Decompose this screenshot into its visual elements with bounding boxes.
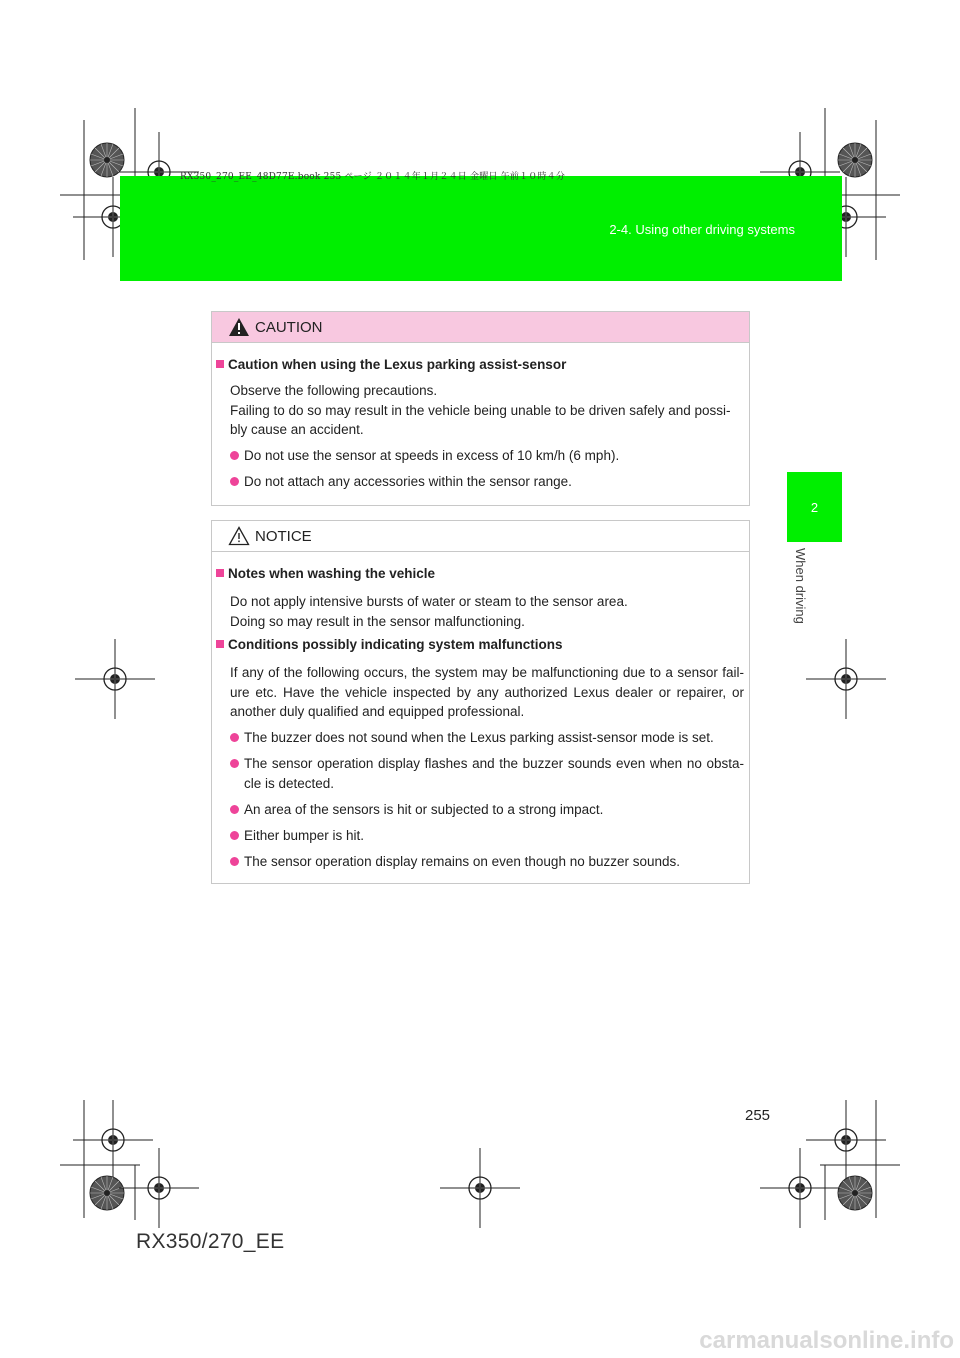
model-code: RX350/270_EE: [136, 1230, 285, 1253]
notice-washing-text: Do not apply intensive bursts of water or steam to the sensor area. Doing so may result in the sensor malfunctioning.: [230, 594, 628, 629]
notice-bullet: An area of the sensors is hit or subjected to a strong impact.: [228, 800, 744, 820]
notice-bullet: The sensor operation display remains on even though no buzzer sounds.: [228, 852, 744, 872]
notice-bullet: The sensor operation display flashes and the buzzer sounds even when no obsta-cle is detected.: [228, 754, 744, 793]
caution-bullet: Do not attach any accessories within the sensor range.: [228, 472, 744, 492]
notice-bullet: Either bumper is hit.: [228, 826, 744, 846]
section-title: 2-4. Using other driving systems: [609, 222, 795, 237]
caution-box: [211, 311, 750, 506]
watermark-text: carmanualsonline.info: [699, 1327, 954, 1354]
file-info-line: RX350_270_EE_48D77E.book 255 ページ ２０１４年１月２４日 金曜日 午前１０時４分: [180, 172, 566, 182]
notice-triangle-icon: [228, 526, 250, 546]
caution-bullet: Do not use the sensor at speeds in excess of 10 km/h (6 mph).: [228, 446, 744, 466]
chapter-label: When driving: [793, 548, 808, 624]
watermark: [0, 1318, 960, 1358]
notice-box: [211, 520, 750, 884]
warning-triangle-icon: [228, 317, 250, 337]
caution-heading: Caution when using the Lexus parking assist-sensor: [216, 357, 566, 372]
notice-header: [212, 521, 749, 552]
caution-header: [212, 312, 749, 343]
chapter-number: 2: [810, 500, 819, 515]
caution-paragraph: Observe the following precautions. Failing to do so may result in the vehicle being unable to be driven safely and possi- bly cause an accident.: [230, 383, 731, 437]
notice-bullet: The buzzer does not sound when the Lexus parking assist-sensor mode is set.: [228, 728, 744, 748]
notice-heading-malfunctions: Conditions possibly indicating system malfunctions: [216, 637, 563, 652]
caution-title: CAUTION: [255, 319, 323, 336]
notice-heading-washing: Notes when washing the vehicle: [216, 566, 435, 581]
notice-title: NOTICE: [255, 528, 312, 545]
notice-malfunction-text: If any of the following occurs, the system may be malfunctioning due to a sensor fail-ure etc. Have the vehicle inspected by any authorized Lexus dealer or repairer, or another duly qualified and equipped professional.: [230, 665, 744, 719]
page-number: 255: [745, 1107, 771, 1124]
